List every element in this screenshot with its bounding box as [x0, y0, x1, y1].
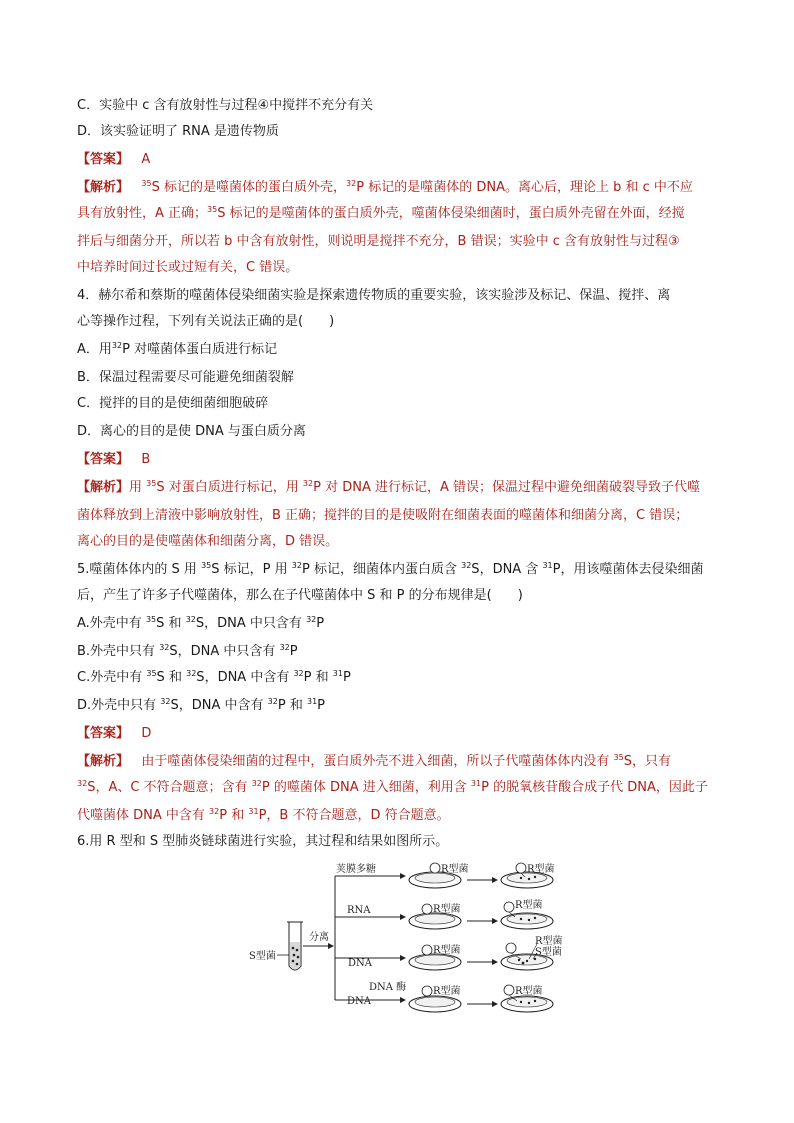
analysis-label: 【解析】 [77, 480, 130, 495]
q4-option-a [77, 340, 277, 360]
element: P [342, 670, 351, 685]
element: P [356, 180, 365, 195]
result-r-label: R型菌 [527, 864, 555, 875]
mass-number: 32 [291, 561, 302, 570]
q4-analysis-line-1 [77, 478, 700, 498]
mass-number: 32 [306, 615, 317, 624]
mass-number: 35 [141, 179, 152, 188]
stem-text: 5.噬菌体体内的 S 用 [77, 562, 197, 577]
branch-label: DNA [347, 996, 371, 1007]
option-text: B.外壳中只有 [77, 644, 156, 659]
result-r-label: R型菌 [535, 936, 563, 947]
r-bacteria-icon [506, 943, 516, 953]
q5-answer [77, 724, 151, 744]
option-text: 和 [168, 670, 182, 685]
q4-option-b: B．保温过程需要尽可能避免细菌裂解 [77, 370, 294, 385]
mass-number: 35 [146, 669, 157, 678]
q3-analysis-line-2 [77, 204, 685, 224]
option-text: 和 [315, 670, 329, 685]
mass-number: 31 [306, 697, 318, 706]
q5-option-a [77, 614, 324, 634]
answer-label: 【答案】 [77, 726, 130, 741]
element: P [258, 808, 267, 823]
element: S [471, 562, 480, 577]
r-bacteria-icon [422, 904, 432, 914]
option-text: 和 [289, 698, 303, 713]
element: P [289, 644, 298, 659]
dish-row-4 [409, 984, 553, 1012]
branch-label: RNA [347, 905, 371, 916]
option-text: ，DNA 中含有 [178, 698, 264, 713]
element: S [156, 616, 165, 631]
mass-number: 31 [248, 807, 259, 816]
mass-number: 32 [111, 341, 123, 350]
mass-number: 32 [159, 643, 170, 652]
added-r-label: R型菌 [433, 904, 461, 915]
answer-label: 【答案】 [77, 452, 130, 467]
mass-number: 32 [346, 179, 357, 188]
analysis-text: ，只有 [632, 754, 672, 769]
stem-text: ，用该噬菌体去侵染细菌 [560, 562, 704, 577]
r-bacteria-icon [504, 985, 514, 995]
added-r-label: R型菌 [441, 864, 469, 875]
result-r-label: R型菌 [515, 900, 543, 911]
r-bacteria-icon [504, 902, 514, 912]
option-text: A．用 [77, 342, 112, 357]
element: S [196, 670, 205, 685]
dish-row-1 [409, 862, 555, 888]
r-bacteria-icon [516, 863, 526, 873]
mass-number: 32 [279, 643, 290, 652]
mass-number: 31 [332, 669, 343, 678]
option-text: ，DNA 中含有 [204, 670, 290, 685]
separation-label: 分离 [309, 932, 329, 943]
q5-option-b [77, 642, 298, 662]
option-text: ，DNA 中只含有 [204, 616, 302, 631]
branch-row-2 [335, 905, 405, 917]
branch-label: DNA [348, 958, 372, 969]
analysis-text: ，B 不符合题意，D 符合题意。 [266, 808, 450, 823]
element: P [219, 808, 228, 823]
q4-analysis-line-2: 菌体释放到上清液中影响放射性，B 正确；搅拌的目的是使吸附在细菌表面的噬菌体和细菌分离，C 错误； [77, 508, 689, 523]
q4-stem-line-1: 4．赫尔希和蔡斯的噬菌体侵染细菌实验是探索遗传物质的重要实验，该实验涉及标记、保温、搅拌、离 [77, 288, 671, 303]
option-text: A.外壳中有 [77, 616, 142, 631]
analysis-text: 的噬菌体 DNA 进入细菌，利用含 [273, 780, 467, 795]
element: S [156, 670, 165, 685]
analysis-text: 由于噬菌体侵染细菌的过程中，蛋白质外壳不进入细菌，所以子代噬菌体体内没有 [141, 754, 610, 769]
answer-value: D [141, 726, 152, 741]
dnase-label: DNA 酶 [369, 982, 407, 993]
r-bacteria-icon [430, 863, 440, 873]
experiment-diagram [245, 860, 563, 1020]
q6-stem: 6.用 R 型和 S 型肺炎链球菌进行实验，其过程和结果如图所示。 [77, 834, 449, 849]
element: P [303, 670, 312, 685]
mass-number: 35 [207, 205, 218, 214]
analysis-text: 用 [129, 480, 143, 495]
dish-row-2 [409, 898, 553, 929]
q5-analysis-line-3 [77, 806, 450, 826]
result-r-label: R型菌 [515, 986, 543, 997]
option-text: ，DNA 中只含有 [177, 644, 276, 659]
mass-number: 32 [302, 479, 314, 488]
mass-number: 32 [185, 615, 196, 624]
mass-number: 35 [201, 561, 212, 570]
element: P [552, 562, 561, 577]
branch-row-4 [335, 980, 406, 1007]
r-bacteria-icon [422, 986, 432, 996]
element: S [156, 480, 165, 495]
option-text: 和 [168, 616, 182, 631]
mass-number: 32 [160, 697, 171, 706]
option-text: D.外壳中只有 [77, 698, 157, 713]
dish-row-3 [409, 934, 563, 970]
element: S [623, 754, 633, 769]
added-r-label: R型菌 [433, 945, 461, 956]
answer-value: B [141, 452, 151, 467]
element: S [211, 562, 220, 577]
q4-stem-line-2: 心等操作过程，下列有关说法正确的是( ) [77, 314, 335, 329]
stem-text: ，DNA 含 [479, 562, 539, 577]
q3-analysis-line-1 [77, 178, 693, 198]
mass-number: 35 [146, 479, 157, 488]
element: P [313, 480, 321, 495]
answer-value: A [141, 152, 151, 167]
option-text: 对噬菌体蛋白质进行标记 [134, 342, 278, 357]
analysis-text: 对蛋白质进行标记，用 [168, 480, 299, 495]
stem-text: 标记，P 用 [223, 562, 288, 577]
mass-number: 32 [209, 807, 220, 816]
answer-label: 【答案】 [77, 152, 130, 167]
mass-number: 32 [293, 669, 304, 678]
q5-option-c [77, 668, 351, 688]
q3-analysis-line-3: 拌后与细菌分开，所以若 b 中含有放射性，则说明是搅拌不充分，B 错误；实验中 c 含有放射性与过程③ [77, 234, 680, 249]
element: P [481, 780, 489, 795]
element: P [301, 562, 310, 577]
mass-number: 32 [186, 669, 197, 678]
r-bacteria-icon [422, 945, 432, 955]
q3-option-c: C．实验中 c 含有放射性与过程④中搅拌不充分有关 [77, 98, 374, 113]
mass-number: 35 [613, 753, 624, 762]
mass-number: 32 [77, 779, 88, 788]
q4-option-c: C．搅拌的目的是使细菌细胞破碎 [77, 396, 269, 411]
element: P [122, 342, 130, 357]
q4-analysis-line-3: 离心的目的是使噬菌体和细菌分离，D 错误。 [77, 534, 339, 549]
mass-number: 32 [251, 779, 262, 788]
element: S [169, 644, 178, 659]
mass-number: 32 [461, 561, 472, 570]
element: P [316, 616, 325, 631]
mass-number: 35 [145, 615, 157, 624]
analysis-text: ，A、C 不符合题意；含有 [95, 780, 248, 795]
q5-analysis-line-2 [77, 778, 708, 798]
option-text: C.外壳中有 [77, 670, 143, 685]
element: S [151, 180, 160, 195]
element: S [170, 698, 179, 713]
result-s-label: S型菌 [535, 947, 562, 958]
q5-analysis-line-1 [77, 752, 671, 772]
element: P [277, 698, 286, 713]
analysis-text: 具有放射性，A 正确； [77, 206, 208, 221]
mass-number: 32 [267, 697, 278, 706]
q5-option-d [77, 696, 325, 716]
element: P [317, 698, 326, 713]
analysis-label: 【解析】 [77, 180, 130, 195]
element: S [87, 780, 96, 795]
analysis-label: 【解析】 [77, 754, 130, 769]
analysis-text: 的脱氧核苷酸合成子代 DNA，因此子 [493, 780, 708, 795]
q4-answer [77, 450, 150, 470]
branch-label: 荚膜多糖 [336, 864, 376, 875]
element: S [195, 616, 205, 631]
q3-answer [77, 150, 150, 170]
analysis-text: 标记的是噬菌体的蛋白质外壳， [164, 180, 347, 195]
q3-option-d: D．该实验证明了 RNA 是遗传物质 [77, 124, 279, 139]
added-r-label: R型菌 [433, 986, 461, 997]
branch-row-1 [335, 862, 405, 876]
analysis-text: 对 DNA 进行标记，A 错误；保温过程中避免细菌破裂导致子代噬 [325, 480, 701, 495]
q5-stem-line-1 [77, 560, 704, 580]
s-bacteria-source-label: S型菌 [249, 951, 276, 962]
analysis-text: 标记的是噬菌体的蛋白质外壳，噬菌体侵染细菌时，蛋白质外壳留在外面，经搅 [229, 206, 685, 221]
q3-analysis-line-4: 中培养时间过长或过短有关，C 错误。 [77, 260, 299, 275]
analysis-text: 和 [231, 808, 245, 823]
element: P [261, 780, 270, 795]
q4-option-d: D．离心的目的是使 DNA 与蛋白质分离 [77, 424, 306, 439]
stem-text: 标记，细菌体内蛋白质含 [313, 562, 457, 577]
element: S [217, 206, 226, 221]
analysis-text: 代噬菌体 DNA 中含有 [77, 808, 205, 823]
mass-number: 31 [542, 561, 553, 570]
q5-stem-line-2: 后，产生了许多子代噬菌体，那么在子代噬菌体中 S 和 P 的分布规律是( ) [77, 588, 523, 603]
test-tube [287, 922, 303, 970]
mass-number: 31 [470, 779, 482, 788]
branch-row-3 [335, 958, 405, 969]
analysis-text: 标记的是噬菌体的 DNA。离心后，理论上 b 和 c 中不应 [368, 180, 693, 195]
